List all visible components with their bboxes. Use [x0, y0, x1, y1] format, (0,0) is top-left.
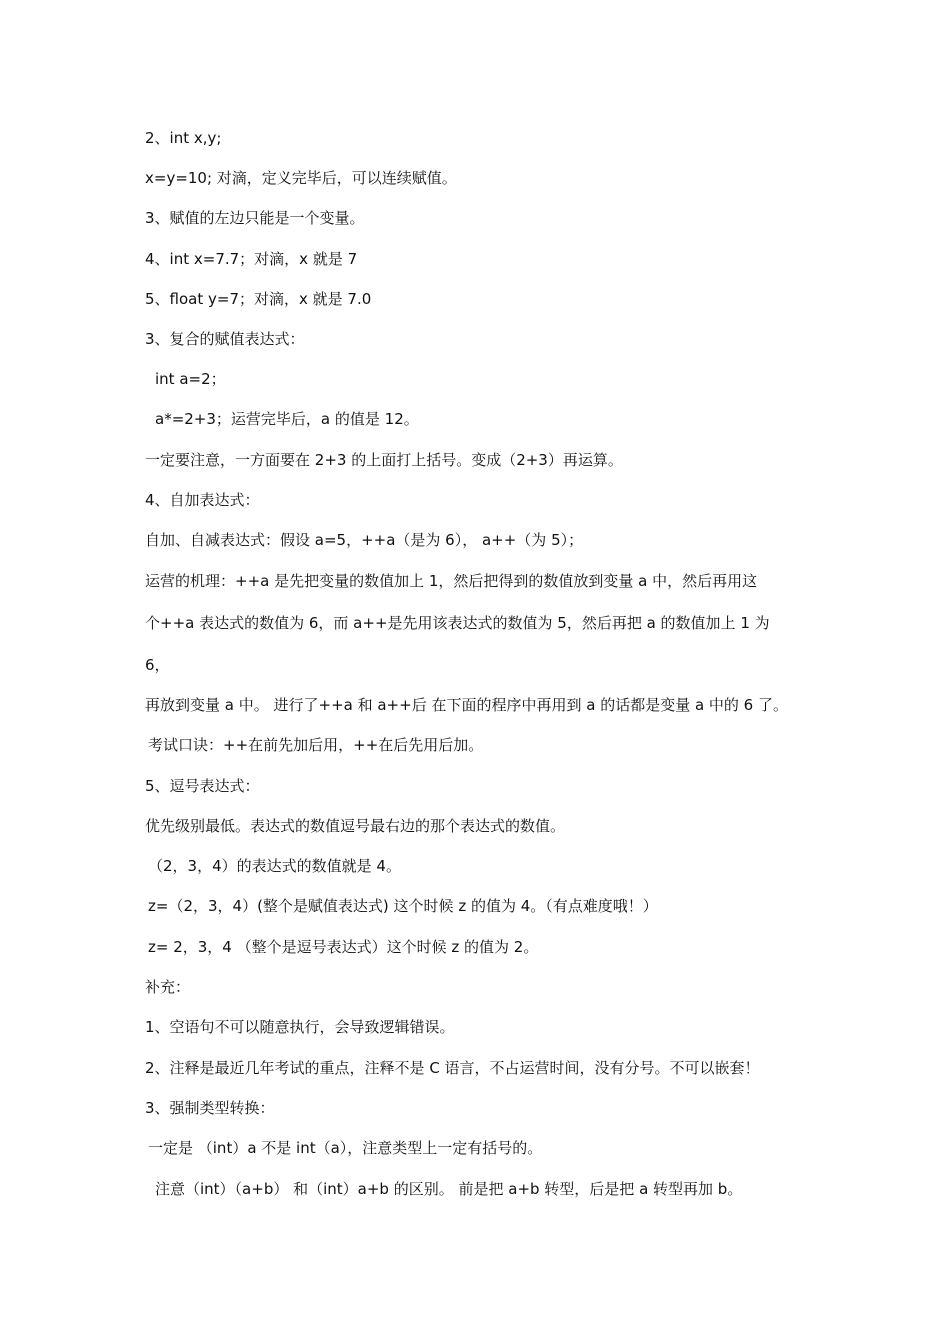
text-line: 考试口诀：++在前先加后用，++在后先用后加。 — [148, 736, 484, 754]
code-line: a*=2+3；运营完毕后，a 的值是 12。 — [155, 410, 419, 428]
section-heading: 4、自加表达式： — [145, 491, 260, 509]
text-line: 一定是 （int）a 不是 int（a），注意类型上一定有括号的。 — [148, 1139, 543, 1157]
text-line: 2、int x,y; — [145, 129, 222, 147]
text-line: x=y=10; 对滴，定义完毕后，可以连续赋值。 — [145, 169, 457, 187]
text-line: 一定要注意，一方面要在 2+3 的上面打上括号。变成（2+3）再运算。 — [145, 451, 623, 469]
text-line: 运营的机理：++a 是先把变量的数值加上 1，然后把得到的数值放到变量 a 中，然后再用这 — [145, 572, 758, 590]
text-line: 2、注释是最近几年考试的重点，注释不是 C 语言，不占运营时间，没有分号。不可以嵌套！ — [145, 1059, 760, 1077]
text-line: 个++a 表达式的数值为 6，而 a++是先用该表达式的数值为 5，然后再把 a 的数值加上 1 为 — [145, 614, 770, 632]
text-line: 再放到变量 a 中。 进行了++a 和 a++后 在下面的程序中再用到 a 的话都是变量 a 中的 6 了。 — [145, 696, 788, 714]
text-line: 注意（int）（a+b） 和（int）a+b 的区别。 前是把 a+b 转型，后是把 a 转型再加 b。 — [155, 1180, 743, 1198]
section-heading: 补充： — [145, 978, 191, 996]
text-line: z=（2，3，4）(整个是赋值表达式) 这个时候 z 的值为 4。（有点难度哦！） — [148, 897, 658, 915]
section-heading: 3、复合的赋值表达式： — [145, 330, 305, 348]
text-line: 1、空语句不可以随意执行，会导致逻辑错误。 — [145, 1018, 455, 1036]
text-line: （2，3，4）的表达式的数值就是 4。 — [148, 857, 401, 875]
text-line: z= 2，3，4 （整个是逗号表达式）这个时候 z 的值为 2。 — [148, 938, 539, 956]
text-line: 4、int x=7.7；对滴，x 就是 7 — [145, 250, 358, 268]
text-line: 3、赋值的左边只能是一个变量。 — [145, 209, 365, 227]
text-line: 6， — [145, 656, 170, 674]
text-line: 5、float y=7；对滴，x 就是 7.0 — [145, 290, 372, 308]
text-line: 优先级别最低。表达式的数值逗号最右边的那个表达式的数值。 — [145, 817, 566, 835]
section-heading: 3、强制类型转换： — [145, 1099, 275, 1117]
section-heading: 5、逗号表达式： — [145, 777, 260, 795]
code-line: int a=2； — [155, 370, 226, 388]
text-line: 自加、自减表达式：假设 a=5，++a（是为 6）， a++（为 5）； — [145, 531, 584, 549]
